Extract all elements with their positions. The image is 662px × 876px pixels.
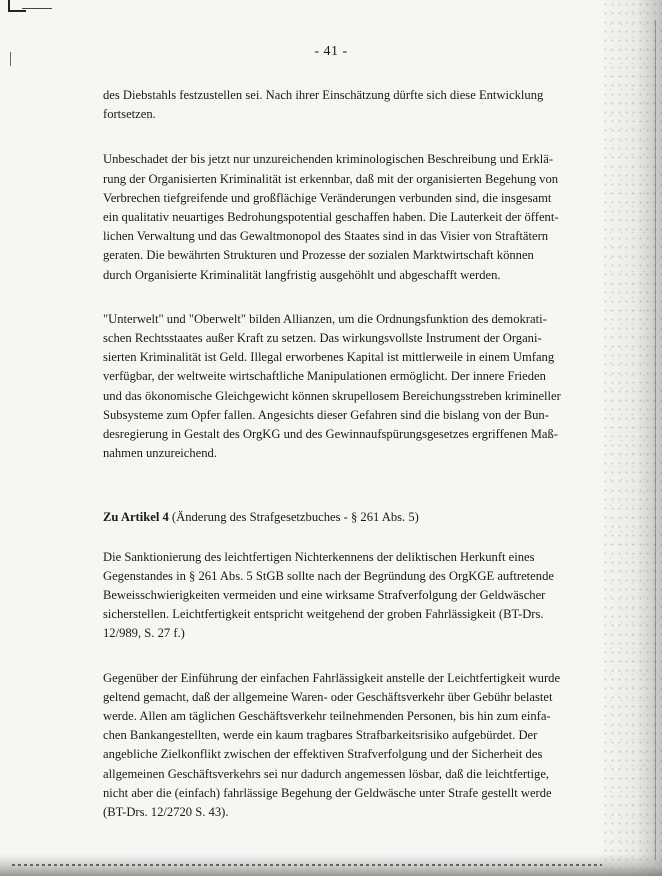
scan-edge-noise xyxy=(602,0,662,876)
text-line: rung der Organisierten Kriminalität ist erkennbar, daß mit der organisierten Begehung von xyxy=(103,171,559,186)
text-line: ein qualitativ neuartiges Bedrohungspotential geschaffen haben. Die Lauterkeit der öffent- xyxy=(103,210,559,225)
scan-corner-mark xyxy=(8,0,26,12)
paragraph xyxy=(103,669,569,823)
text-line: (BT-Drs. 12/2720 S. 43). xyxy=(103,805,229,820)
text-line: Subsysteme zum Opfer fallen. Angesichts dieser Gefahren sind die bislang von der Bun- xyxy=(103,407,549,422)
section-heading xyxy=(103,508,569,527)
section-heading-bold: Zu Artikel 4 xyxy=(103,510,169,525)
paragraph xyxy=(103,86,569,124)
text-line: fortsetzen. xyxy=(103,107,156,122)
page-number: - 41 - xyxy=(314,44,348,59)
text-line: angebliche Zielkonflikt zwischen der effektiven Strafverfolgung und der Sicherheit des xyxy=(103,747,543,762)
text-line: sicherstellen. Leichtfertigkeit entspricht weitgehend der groben Fahrlässigkeit (BT-Drs. xyxy=(103,607,544,622)
paragraph xyxy=(103,150,569,284)
document-body xyxy=(103,86,569,822)
text-line: nahmen unzureichend. xyxy=(103,446,217,461)
text-line: allgemeinen Geschäftsverkehrs sei nur dadurch angemessen lösbar, daß die leichtfertige, xyxy=(103,766,550,781)
text-line: und das ökonomische Gleichgewicht können skrupellosem Bereichungsstreben krimineller xyxy=(103,388,561,403)
text-line: Gegenstandes in § 261 Abs. 5 StGB sollte nach der Begründung des OrgKGE auftretende xyxy=(103,568,554,583)
text-line: durch Organisierte Kriminalität langfristig ausgehöhlt und abgeschafft werden. xyxy=(103,267,501,282)
text-line: Gegenüber der Einführung der einfachen Fahrlässigkeit anstelle der Leichtfertigkeit wurde xyxy=(103,670,561,685)
text-line: chen Bankangestellten, werde ein kaum tragbares Strafbarkeitsrisiko aufgebürdet. Der xyxy=(103,728,538,743)
text-line: lichen Verwaltung und das Gewaltmonopol des Staates sind in das Visier von Straftätern xyxy=(103,229,549,244)
scan-corner-line xyxy=(22,8,52,9)
text-line: geraten. Die bewährten Strukturen und Prozesse der sozialen Marktwirtschaft können xyxy=(103,248,534,263)
text-line: werde. Allen am täglichen Geschäftsverkehr teilnehmenden Personen, bis hin zum einfa- xyxy=(103,709,551,724)
text-line: des Diebstahls festzustellen sei. Nach ihrer Einschätzung dürfte sich diese Entwicklung xyxy=(103,88,544,102)
text-line: schen Rechtsstaates außer Kraft zu setzen. Das wirkungsvollste Instrument der Organi- xyxy=(103,331,542,346)
paragraph xyxy=(103,310,569,464)
text-line: Verbrechen tiefgreifende und großflächige Veränderungen verbunden sind, die insgesamt xyxy=(103,190,552,205)
text-line: geltend gemacht, daß der allgemeine Waren- oder Geschäftsverkehr über Gebühr belastet xyxy=(103,689,553,704)
text-line: Beweisschwierigkeiten vermeiden und eine wirksame Strafverfolgung der Geldwäscher xyxy=(103,588,546,603)
text-line: "Unterwelt" und "Oberwelt" bilden Allianzen, um die Ordnungsfunktion des demokrati- xyxy=(103,311,547,326)
text-line: Unbeschadet der bis jetzt nur unzureichenden kriminologischen Beschreibung und Erklä- xyxy=(103,152,554,167)
text-line: desregierung in Gestalt des OrgKG und des Gewinnaufspürungsgesetzes ergriffenen Maß- xyxy=(103,427,559,442)
text-line: 12/989, S. 27 f.) xyxy=(103,626,185,641)
text-line: verfügbar, der weltweite wirtschaftliche Manipulationen ermöglicht. Der innere Frieden xyxy=(103,369,546,384)
text-line: sierten Kriminalität ist Geld. Illegal erworbenes Kapital ist mittlerweile in einem Umfang xyxy=(103,350,555,365)
section-heading-text: (Änderung des Strafgesetzbuches - § 261 Abs. 5) xyxy=(168,510,419,525)
scan-edge-line xyxy=(655,20,656,860)
paragraph xyxy=(103,548,569,644)
text-line: nicht aber die (einfach) fahrlässige Begehung der Geldwäsche unter Strafe gestellt werde xyxy=(103,785,552,800)
scan-bottom-dashes xyxy=(12,864,602,866)
text-line: Die Sanktionierung des leichtfertigen Nichterkennens der deliktischen Herkunft eines xyxy=(103,549,535,564)
